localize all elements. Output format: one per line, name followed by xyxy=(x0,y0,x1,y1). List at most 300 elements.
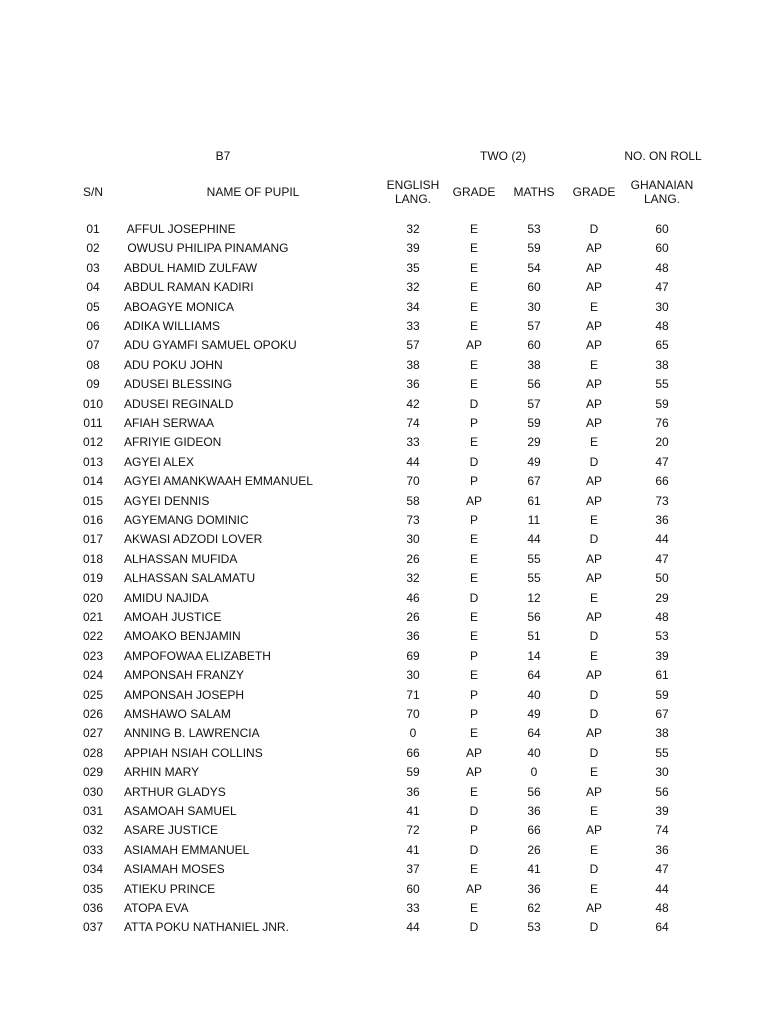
cell-english: 57 xyxy=(406,338,420,352)
table-row xyxy=(0,319,768,338)
cell-grade-maths: E xyxy=(589,435,599,449)
table-row xyxy=(0,882,768,901)
cell-sn: 017 xyxy=(82,532,104,546)
cell-name: AMPONSAH JOSEPH xyxy=(124,688,245,702)
cell-english: 74 xyxy=(406,416,420,430)
cell-ghanaian: 44 xyxy=(655,882,669,896)
cell-name: ADU GYAMFI SAMUEL OPOKU xyxy=(124,338,297,352)
table-row xyxy=(0,901,768,920)
cell-maths: 53 xyxy=(527,222,541,236)
cell-grade-english: D xyxy=(469,397,479,411)
cell-name: ANNING B. LAWRENCIA xyxy=(124,726,260,740)
cell-grade-maths: AP xyxy=(585,494,603,508)
cell-grade-maths: E xyxy=(589,804,599,818)
cell-ghanaian: 59 xyxy=(655,397,669,411)
table-row xyxy=(0,804,768,823)
cell-name: AGYEI ALEX xyxy=(124,455,195,469)
column-header-sn: S/N xyxy=(82,185,104,199)
cell-name: AMOAKO BENJAMIN xyxy=(124,629,241,643)
cell-english: 42 xyxy=(406,397,420,411)
cell-name: ADU POKU JOHN xyxy=(124,358,223,372)
cell-english: 32 xyxy=(406,222,420,236)
cell-grade-maths: D xyxy=(589,707,599,721)
cell-ghanaian: 30 xyxy=(655,765,669,779)
cell-english: 30 xyxy=(406,532,420,546)
cell-grade-maths: D xyxy=(589,222,599,236)
cell-grade-english: E xyxy=(469,300,479,314)
cell-maths: 26 xyxy=(527,843,541,857)
cell-maths: 56 xyxy=(527,610,541,624)
cell-grade-maths: D xyxy=(589,746,599,760)
cell-grade-maths: D xyxy=(589,862,599,876)
cell-grade-english: D xyxy=(469,920,479,934)
cell-ghanaian: 48 xyxy=(655,610,669,624)
cell-sn: 025 xyxy=(82,688,104,702)
table-row xyxy=(0,823,768,842)
cell-ghanaian: 59 xyxy=(655,688,669,702)
cell-maths: 40 xyxy=(527,688,541,702)
cell-english: 33 xyxy=(406,319,420,333)
cell-maths: 53 xyxy=(527,920,541,934)
cell-name: ARHIN MARY xyxy=(124,765,200,779)
table-row xyxy=(0,726,768,745)
cell-grade-maths: D xyxy=(589,455,599,469)
cell-sn: 022 xyxy=(82,629,104,643)
cell-ghanaian: 56 xyxy=(655,785,669,799)
cell-maths: 41 xyxy=(527,862,541,876)
cell-grade-maths: E xyxy=(589,765,599,779)
table-row xyxy=(0,629,768,648)
cell-maths: 14 xyxy=(527,649,541,663)
cell-name: ASIAMAH EMMANUEL xyxy=(124,843,250,857)
cell-grade-maths: AP xyxy=(585,319,603,333)
table-row xyxy=(0,338,768,357)
cell-ghanaian: 29 xyxy=(655,591,669,605)
cell-sn: 031 xyxy=(82,804,104,818)
cell-english: 70 xyxy=(406,474,420,488)
cell-maths: 49 xyxy=(527,707,541,721)
cell-english: 35 xyxy=(406,261,420,275)
cell-ghanaian: 67 xyxy=(655,707,669,721)
cell-english: 33 xyxy=(406,901,420,915)
table-row xyxy=(0,280,768,299)
cell-english: 58 xyxy=(406,494,420,508)
table-row xyxy=(0,474,768,493)
cell-english: 36 xyxy=(406,377,420,391)
table-row xyxy=(0,532,768,551)
table-row xyxy=(0,668,768,687)
cell-sn: 036 xyxy=(82,901,104,915)
cell-grade-maths: AP xyxy=(585,261,603,275)
cell-maths: 66 xyxy=(527,823,541,837)
cell-maths: 54 xyxy=(527,261,541,275)
table-row xyxy=(0,707,768,726)
cell-maths: 60 xyxy=(527,280,541,294)
cell-grade-english: AP xyxy=(465,746,483,760)
cell-grade-english: E xyxy=(469,377,479,391)
cell-maths: 30 xyxy=(527,300,541,314)
cell-sn: 011 xyxy=(83,416,103,430)
cell-grade-maths: E xyxy=(589,300,599,314)
cell-sn: 012 xyxy=(82,435,104,449)
cell-name: ATIEKU PRINCE xyxy=(124,882,216,896)
cell-grade-maths: AP xyxy=(585,474,603,488)
cell-ghanaian: 73 xyxy=(655,494,669,508)
cell-name: AMSHAWO SALAM xyxy=(124,707,231,721)
cell-ghanaian: 38 xyxy=(655,726,669,740)
cell-maths: 61 xyxy=(527,494,541,508)
cell-ghanaian: 47 xyxy=(655,552,669,566)
cell-sn: 026 xyxy=(82,707,104,721)
cell-name: AFFUL JOSEPHINE xyxy=(124,222,236,236)
cell-maths: 57 xyxy=(527,397,541,411)
cell-name: ASARE JUSTICE xyxy=(124,823,219,837)
table-row xyxy=(0,377,768,396)
cell-sn: 037 xyxy=(82,920,104,934)
cell-sn: 07 xyxy=(86,338,100,352)
cell-english: 59 xyxy=(406,765,420,779)
cell-english: 71 xyxy=(406,688,420,702)
table-row xyxy=(0,513,768,532)
cell-name: AFIAH SERWAA xyxy=(124,416,215,430)
cell-maths: 29 xyxy=(527,435,541,449)
cell-maths: 51 xyxy=(527,629,541,643)
table-row xyxy=(0,591,768,610)
cell-grade-english: E xyxy=(469,241,479,255)
cell-sn: 035 xyxy=(82,882,104,896)
cell-name: AMOAH JUSTICE xyxy=(124,610,222,624)
cell-name: ABDUL RAMAN KADIRI xyxy=(124,280,254,294)
cell-sn: 05 xyxy=(86,300,100,314)
column-header-ghanaian: GHANAIAN LANG. xyxy=(630,178,694,206)
cell-maths: 44 xyxy=(527,532,541,546)
cell-english: 30 xyxy=(406,668,420,682)
cell-grade-english: P xyxy=(469,474,479,488)
cell-name: APPIAH NSIAH COLLINS xyxy=(124,746,263,760)
cell-grade-english: E xyxy=(469,261,479,275)
cell-ghanaian: 48 xyxy=(655,261,669,275)
cell-sn: 04 xyxy=(86,280,100,294)
table-row xyxy=(0,649,768,668)
cell-sn: 034 xyxy=(82,862,104,876)
cell-maths: 57 xyxy=(527,319,541,333)
cell-ghanaian: 55 xyxy=(655,377,669,391)
cell-english: 69 xyxy=(406,649,420,663)
cell-grade-maths: D xyxy=(589,920,599,934)
cell-maths: 62 xyxy=(527,901,541,915)
cell-maths: 11 xyxy=(527,513,541,527)
table-row xyxy=(0,843,768,862)
table-row xyxy=(0,552,768,571)
cell-english: 73 xyxy=(406,513,420,527)
cell-ghanaian: 48 xyxy=(655,319,669,333)
cell-name: AGYEI AMANKWAAH EMMANUEL xyxy=(124,474,313,488)
column-header-grade-maths: GRADE xyxy=(572,185,616,199)
cell-sn: 032 xyxy=(82,823,104,837)
table-row xyxy=(0,397,768,416)
cell-sn: 010 xyxy=(82,397,104,411)
table-row xyxy=(0,571,768,590)
cell-name: AMPOFOWAA ELIZABETH xyxy=(124,649,271,663)
cell-sn: 013 xyxy=(82,455,104,469)
cell-grade-english: D xyxy=(469,843,479,857)
cell-name: AFRIYIE GIDEON xyxy=(124,435,222,449)
cell-grade-english: P xyxy=(469,416,479,430)
table-row xyxy=(0,261,768,280)
cell-grade-english: AP xyxy=(465,338,483,352)
cell-ghanaian: 66 xyxy=(655,474,669,488)
cell-name: ATOPA EVA xyxy=(124,901,189,915)
cell-maths: 64 xyxy=(527,726,541,740)
cell-grade-english: E xyxy=(469,668,479,682)
cell-english: 26 xyxy=(406,552,420,566)
cell-name: AGYEMANG DOMINIC xyxy=(124,513,249,527)
cell-english: 0 xyxy=(409,726,417,740)
cell-grade-maths: E xyxy=(589,843,599,857)
cell-grade-english: AP xyxy=(465,765,483,779)
cell-grade-english: E xyxy=(469,280,479,294)
cell-sn: 014 xyxy=(82,474,104,488)
cell-grade-english: E xyxy=(469,629,479,643)
cell-english: 32 xyxy=(406,280,420,294)
cell-grade-english: AP xyxy=(465,882,483,896)
cell-sn: 016 xyxy=(82,513,104,527)
cell-grade-english: P xyxy=(469,823,479,837)
cell-sn: 06 xyxy=(86,319,100,333)
cell-name: ABOAGYE MONICA xyxy=(124,300,235,314)
cell-english: 44 xyxy=(406,920,420,934)
cell-grade-english: E xyxy=(469,358,479,372)
cell-maths: 59 xyxy=(527,416,541,430)
cell-ghanaian: 30 xyxy=(655,300,669,314)
cell-grade-maths: E xyxy=(589,358,599,372)
cell-grade-maths: AP xyxy=(585,280,603,294)
cell-name: ATTA POKU NATHANIEL JNR. xyxy=(124,920,289,934)
cell-sn: 028 xyxy=(82,746,104,760)
class-label: B7 xyxy=(215,149,231,163)
table-row xyxy=(0,610,768,629)
cell-grade-maths: D xyxy=(589,532,599,546)
term-label: TWO (2) xyxy=(480,149,526,163)
cell-english: 70 xyxy=(406,707,420,721)
cell-ghanaian: 20 xyxy=(655,435,669,449)
cell-ghanaian: 64 xyxy=(655,920,669,934)
cell-grade-english: P xyxy=(469,513,479,527)
cell-maths: 55 xyxy=(527,552,541,566)
cell-grade-english: D xyxy=(469,455,479,469)
cell-grade-english: E xyxy=(469,726,479,740)
cell-grade-maths: E xyxy=(589,882,599,896)
cell-grade-english: P xyxy=(469,649,479,663)
cell-grade-maths: E xyxy=(589,649,599,663)
cell-grade-english: E xyxy=(469,435,479,449)
cell-sn: 03 xyxy=(86,261,100,275)
cell-sn: 018 xyxy=(82,552,104,566)
cell-ghanaian: 60 xyxy=(655,241,669,255)
table-row xyxy=(0,494,768,513)
cell-sn: 027 xyxy=(82,726,104,740)
cell-sn: 02 xyxy=(86,241,100,255)
cell-sn: 08 xyxy=(86,358,100,372)
table-row xyxy=(0,435,768,454)
cell-name: ASIAMAH MOSES xyxy=(124,862,225,876)
cell-grade-maths: AP xyxy=(585,397,603,411)
cell-grade-english: D xyxy=(469,591,479,605)
cell-english: 32 xyxy=(406,571,420,585)
table-row xyxy=(0,358,768,377)
cell-grade-english: P xyxy=(469,707,479,721)
cell-maths: 40 xyxy=(527,746,541,760)
cell-english: 41 xyxy=(406,804,420,818)
column-header-grade-english: GRADE xyxy=(452,185,496,199)
cell-ghanaian: 39 xyxy=(655,804,669,818)
cell-english: 44 xyxy=(406,455,420,469)
cell-grade-maths: AP xyxy=(585,785,603,799)
roll-label: NO. ON ROLL xyxy=(624,149,702,163)
cell-grade-maths: AP xyxy=(585,338,603,352)
cell-ghanaian: 47 xyxy=(655,862,669,876)
cell-grade-english: E xyxy=(469,785,479,799)
cell-english: 66 xyxy=(406,746,420,760)
cell-grade-maths: D xyxy=(589,688,599,702)
cell-grade-maths: AP xyxy=(585,823,603,837)
column-header-name: NAME OF PUPIL xyxy=(206,185,300,199)
cell-sn: 023 xyxy=(82,649,104,663)
column-header-maths: MATHS xyxy=(513,185,555,199)
cell-name: ABDUL HAMID ZULFAW xyxy=(124,261,258,275)
cell-grade-maths: D xyxy=(589,629,599,643)
cell-english: 38 xyxy=(406,358,420,372)
cell-grade-english: E xyxy=(469,552,479,566)
cell-grade-maths: AP xyxy=(585,241,603,255)
table-row xyxy=(0,920,768,939)
table-row xyxy=(0,862,768,881)
cell-grade-maths: AP xyxy=(585,726,603,740)
cell-grade-maths: AP xyxy=(585,416,603,430)
cell-grade-maths: AP xyxy=(585,610,603,624)
cell-grade-english: D xyxy=(469,804,479,818)
cell-english: 36 xyxy=(406,629,420,643)
cell-ghanaian: 47 xyxy=(655,280,669,294)
cell-maths: 49 xyxy=(527,455,541,469)
cell-sn: 029 xyxy=(82,765,104,779)
table-row xyxy=(0,455,768,474)
cell-ghanaian: 65 xyxy=(655,338,669,352)
cell-ghanaian: 74 xyxy=(655,823,669,837)
cell-maths: 56 xyxy=(527,785,541,799)
cell-ghanaian: 60 xyxy=(655,222,669,236)
cell-name: AMPONSAH FRANZY xyxy=(124,668,245,682)
cell-grade-english: E xyxy=(469,319,479,333)
cell-grade-english: P xyxy=(469,688,479,702)
cell-ghanaian: 39 xyxy=(655,649,669,663)
cell-maths: 64 xyxy=(527,668,541,682)
cell-grade-english: E xyxy=(469,222,479,236)
table-row xyxy=(0,241,768,260)
cell-grade-maths: E xyxy=(589,591,599,605)
cell-english: 37 xyxy=(406,862,420,876)
cell-sn: 019 xyxy=(82,571,104,585)
cell-ghanaian: 47 xyxy=(655,455,669,469)
cell-sn: 033 xyxy=(82,843,104,857)
cell-ghanaian: 36 xyxy=(655,843,669,857)
cell-ghanaian: 53 xyxy=(655,629,669,643)
cell-english: 33 xyxy=(406,435,420,449)
cell-ghanaian: 36 xyxy=(655,513,669,527)
cell-english: 46 xyxy=(406,591,420,605)
cell-name: AGYEI DENNIS xyxy=(124,494,210,508)
cell-english: 39 xyxy=(406,241,420,255)
cell-name: AMIDU NAJIDA xyxy=(124,591,209,605)
cell-english: 60 xyxy=(406,882,420,896)
cell-ghanaian: 61 xyxy=(655,668,669,682)
cell-grade-maths: AP xyxy=(585,377,603,391)
table-row xyxy=(0,688,768,707)
cell-name: ADUSEI BLESSING xyxy=(124,377,233,391)
cell-sn: 01 xyxy=(86,222,100,236)
cell-sn: 030 xyxy=(82,785,104,799)
table-row xyxy=(0,765,768,784)
cell-name: ASAMOAH SAMUEL xyxy=(124,804,237,818)
cell-grade-english: E xyxy=(469,610,479,624)
cell-ghanaian: 48 xyxy=(655,901,669,915)
cell-grade-maths: AP xyxy=(585,552,603,566)
cell-grade-english: E xyxy=(469,532,479,546)
cell-maths: 56 xyxy=(527,377,541,391)
table-row xyxy=(0,785,768,804)
cell-name: ALHASSAN MUFIDA xyxy=(124,552,238,566)
cell-grade-english: E xyxy=(469,901,479,915)
cell-grade-english: E xyxy=(469,862,479,876)
table-row xyxy=(0,416,768,435)
cell-grade-maths: AP xyxy=(585,901,603,915)
cell-maths: 12 xyxy=(527,591,541,605)
cell-name: AKWASI ADZODI LOVER xyxy=(124,532,263,546)
cell-english: 34 xyxy=(406,300,420,314)
cell-ghanaian: 76 xyxy=(655,416,669,430)
table-row xyxy=(0,746,768,765)
cell-english: 72 xyxy=(406,823,420,837)
cell-maths: 55 xyxy=(527,571,541,585)
cell-maths: 0 xyxy=(530,765,538,779)
cell-maths: 38 xyxy=(527,358,541,372)
cell-sn: 015 xyxy=(82,494,104,508)
cell-maths: 67 xyxy=(527,474,541,488)
cell-name: ALHASSAN SALAMATU xyxy=(124,571,256,585)
cell-english: 26 xyxy=(406,610,420,624)
table-row xyxy=(0,300,768,319)
cell-maths: 59 xyxy=(527,241,541,255)
cell-grade-maths: E xyxy=(589,513,599,527)
cell-name: ARTHUR GLADYS xyxy=(124,785,226,799)
cell-english: 41 xyxy=(406,843,420,857)
cell-name: OWUSU PHILIPA PINAMANG xyxy=(124,241,289,255)
cell-english: 36 xyxy=(406,785,420,799)
cell-name: ADIKA WILLIAMS xyxy=(124,319,221,333)
cell-ghanaian: 44 xyxy=(655,532,669,546)
cell-sn: 024 xyxy=(82,668,104,682)
cell-grade-english: E xyxy=(469,571,479,585)
cell-maths: 36 xyxy=(527,804,541,818)
cell-grade-english: AP xyxy=(465,494,483,508)
cell-grade-maths: AP xyxy=(585,668,603,682)
cell-name: ADUSEI REGINALD xyxy=(124,397,234,411)
cell-ghanaian: 50 xyxy=(655,571,669,585)
cell-ghanaian: 38 xyxy=(655,358,669,372)
cell-maths: 36 xyxy=(527,882,541,896)
cell-maths: 60 xyxy=(527,338,541,352)
cell-sn: 09 xyxy=(86,377,100,391)
